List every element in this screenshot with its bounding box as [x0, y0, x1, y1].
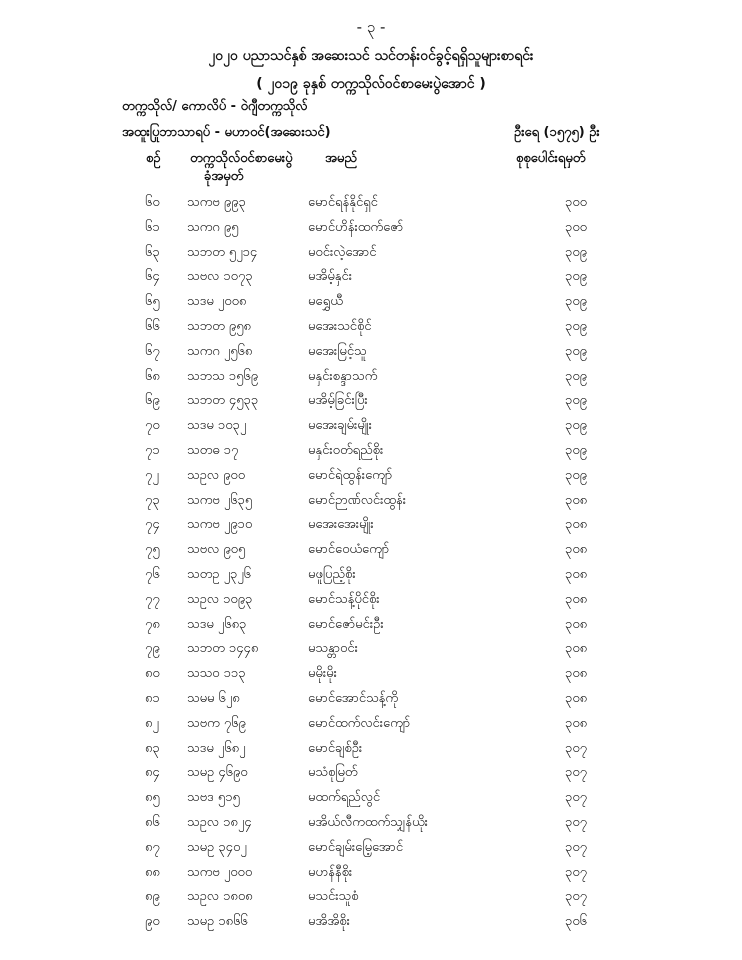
document-title: ၂၀၂၀ ပညာသင်နှစ် အဆေးသင် သင်တန်းဝင်ခွင့်ရရှိသူများစာရင်း	[208, 48, 534, 64]
student-name: မောင်ဟိန်းထက်ဇော်	[308, 219, 404, 235]
roll-number: သဗလ ၉၀၅	[187, 542, 246, 558]
student-name: မသင်းသူစံ	[308, 889, 359, 905]
results-table	[0, 190, 742, 934]
student-name: မအေးသင်စိုင်	[308, 318, 372, 334]
total-mark: ၃၀၉	[565, 294, 587, 310]
roll-number: သဒမ ၁၀၃၂	[187, 418, 247, 434]
total-mark: ၃၀၇	[565, 765, 587, 781]
table-row	[0, 587, 742, 612]
total-mark: ၃၀၉	[565, 318, 587, 334]
row-number: ၆၄	[145, 269, 160, 285]
table-row	[0, 612, 742, 637]
row-number: ၈၀	[145, 666, 160, 682]
student-name: မအေးမြင့်သူ	[308, 343, 367, 359]
roll-number: သမမ ၆၂၈	[187, 690, 240, 706]
table-row	[0, 314, 742, 339]
row-number: ၇၆	[145, 566, 160, 582]
student-name: မောင်ချမ်းမြေ့အောင်	[308, 839, 404, 855]
total-mark: ၃၀၈	[565, 591, 588, 607]
row-number: ၆၅	[145, 294, 160, 310]
roll-number: သဥလ ၉၀၀	[187, 467, 246, 483]
total-mark: ၃၀၇	[565, 740, 587, 756]
row-number: ၇၀	[145, 418, 160, 434]
table-row	[0, 810, 742, 835]
row-number: ၆၇	[145, 343, 160, 359]
table-row	[0, 909, 742, 934]
row-number: ၈၂	[145, 715, 159, 731]
total-mark: ၃၀၉	[565, 368, 587, 384]
student-name: မောင်ရန်နိုင်ရှင်	[308, 195, 378, 210]
specialization-line: အထူးပြုဘာသာရပ် - မဟာဝင်(အဆေးသင်)	[122, 125, 331, 140]
total-mark: ၃၀၉	[565, 269, 587, 285]
row-number: ၇၇	[145, 591, 160, 607]
table-row	[0, 686, 742, 711]
total-mark: ၃၀၉	[565, 467, 587, 483]
total-mark: ၃၀၉	[565, 343, 587, 359]
total-mark: ၃၀၇	[565, 814, 587, 830]
total-mark: ၃၀၇	[565, 790, 587, 806]
row-number: ၆၃	[145, 244, 160, 260]
student-name: မအိမ့်ခြင်းပြီး	[308, 393, 368, 409]
roll-number: သဥလ ၁၀၉၃	[187, 591, 253, 607]
university-line: တက္ကသိုလ်/ ကောလိပ် - ဝဲဂျီတက္ကသိုလ်	[122, 99, 308, 114]
roll-number: သဒမ ၂၀၀၈	[187, 294, 247, 310]
table-row	[0, 240, 742, 265]
table-row	[0, 537, 742, 562]
row-number: ၆၈	[145, 368, 160, 384]
roll-number: သမဥ ၄၆၉၀	[187, 765, 248, 781]
table-row	[0, 488, 742, 513]
row-number: ၈၃	[145, 740, 160, 756]
student-name: မအိအိစိုး	[308, 914, 350, 930]
total-mark: ၃၀၈	[565, 566, 588, 582]
table-row	[0, 711, 742, 736]
row-number: ၇၅	[145, 542, 160, 558]
student-name: မမိုးမိုး	[308, 666, 337, 682]
table-row	[0, 636, 742, 661]
row-number: ၇၁	[145, 442, 160, 458]
row-number: ၈၆	[145, 814, 160, 830]
page-number: - ၃ -	[356, 18, 386, 36]
table-row	[0, 289, 742, 314]
row-number: ၆၉	[145, 393, 160, 409]
row-number: ၈၄	[145, 765, 160, 781]
row-number: ၇၂	[145, 467, 159, 483]
roll-number: သကဗ ၉၉၃	[187, 195, 246, 210]
row-number: ၆၁	[145, 219, 160, 235]
document-subtitle: ( ၂၀၁၉ ခုနှစ် တက္ကသိုလ်ဝင်စာမေးပွဲအောင် )	[256, 76, 486, 92]
row-number: ၉၀	[145, 914, 160, 930]
roll-number: သကဗ ၂၆၃၅	[187, 492, 253, 508]
table-row	[0, 884, 742, 909]
total-mark: ၃၀၇	[565, 889, 587, 905]
column-header-mark: စုစုပေါင်းရမှတ်	[516, 151, 586, 166]
student-name: မဖူပြည့်စိုး	[308, 566, 356, 582]
table-row	[0, 339, 742, 364]
total-mark: ၃၀၉	[565, 442, 587, 458]
row-number: ၇၉	[145, 641, 160, 657]
roll-number: သမဥ ၃၄၀၂	[187, 839, 247, 855]
student-name: မောင်ဝေယံကျော်	[308, 542, 390, 558]
total-count-line: ဦးရေ (၁၅၇၅) ဦး	[514, 125, 600, 140]
column-header-roll: တက္ကသိုလ်ဝင်စာမေးပွဲ	[190, 151, 293, 166]
row-number: ၇၈	[145, 616, 160, 632]
total-mark: ၃၀၈	[565, 666, 588, 682]
total-mark: ၃၀၇	[565, 864, 587, 880]
total-mark: ၃၀၆	[565, 914, 587, 930]
roll-number: သဒမ ၂၆၈၂	[187, 740, 246, 756]
student-name: မောင်ဇော်မင်းဦး	[308, 616, 384, 632]
table-row	[0, 860, 742, 885]
student-name: မောင်ချစ်ဦး	[308, 740, 363, 756]
roll-number: သဘတ ၄၅၃၃	[187, 393, 259, 409]
roll-number: သကဂ ၂၅၆၈	[187, 343, 253, 359]
roll-number: သကဗ ၂၉၁၀	[187, 517, 253, 533]
total-mark: ၃၀၈	[565, 492, 588, 508]
table-row	[0, 463, 742, 488]
student-name: မဟန်နီစိုး	[308, 864, 353, 880]
roll-number: သဒမ ၂၆၈၃	[187, 616, 247, 632]
row-number: ၇၄	[145, 517, 160, 533]
roll-number: သမဥ ၁၈၆၆	[187, 914, 248, 930]
row-number: ၈၁	[145, 690, 160, 706]
roll-number: သတဓ ၁၇	[187, 442, 239, 458]
table-row	[0, 562, 742, 587]
roll-number: သကဗ ၂၀၀၀	[187, 864, 253, 880]
row-number: ၆၆	[145, 318, 160, 334]
row-number: ၈၇	[145, 839, 160, 855]
student-name: မနှင်းစန္ဒာသက်	[308, 368, 378, 384]
table-row	[0, 760, 742, 785]
roll-number: သဘတ ၅၂၁၄	[187, 244, 258, 260]
row-number: ၈၅	[145, 790, 160, 806]
row-number: ၇၃	[145, 492, 160, 508]
table-row	[0, 388, 742, 413]
table-row	[0, 835, 742, 860]
student-name: မရွှေယီ	[308, 294, 343, 310]
student-name: မဝင်းလဲ့အောင်	[308, 244, 377, 260]
student-name: မသံစုမြတ်	[308, 765, 358, 781]
student-name: မသန္တာဝင်း	[308, 641, 358, 657]
table-row	[0, 512, 742, 537]
total-mark: ၃၀၈	[565, 690, 588, 706]
total-mark: ၃၀၈	[565, 517, 588, 533]
total-mark: ၃၀၉	[565, 244, 587, 260]
table-row	[0, 215, 742, 240]
row-number: ၈၈	[145, 864, 160, 880]
total-mark: ၃၀၉	[565, 393, 587, 409]
column-header-name: အမည်	[325, 151, 357, 166]
roll-number: သဘတ ၉၅၈	[187, 318, 251, 334]
total-mark: ၃၀၀	[565, 219, 587, 235]
table-row	[0, 785, 742, 810]
table-row	[0, 364, 742, 389]
student-name: မအေးအေးမျိုး	[308, 517, 374, 533]
total-mark: ၃၀၉	[565, 418, 587, 434]
student-name: မောင်ထက်လင်းကျော်	[308, 715, 411, 731]
total-mark: ၃၀၀	[565, 195, 587, 210]
total-mark: ၃၀၈	[565, 641, 588, 657]
total-mark: ၃၀၇	[565, 839, 587, 855]
row-number: ၆၀	[145, 195, 160, 210]
roll-number: သဥလ ၁၈၀၈	[187, 889, 253, 905]
student-name: မနှင်းဝတ်ရည်စိုး	[308, 442, 384, 458]
student-name: မောင်ဉာဏ်လင်းထွန်း	[308, 492, 407, 508]
table-row	[0, 736, 742, 761]
roll-number: သဘသ ၁၅၆၉	[187, 368, 259, 384]
table-row	[0, 661, 742, 686]
table-row	[0, 413, 742, 438]
student-name: မအိယ်လီကထက်သျှန်ယိုး	[308, 814, 428, 830]
student-name: မောင်ရဲထွန်းကျော်	[308, 467, 393, 483]
roll-number: သဗက ၇၆၉	[187, 715, 246, 731]
total-mark: ၃၀၈	[565, 616, 588, 632]
roll-number: သဥလ ၁၈၂၄	[187, 814, 252, 830]
student-name: မောင်သန့်ပိုင်စိုး	[308, 591, 380, 607]
roll-number: သဗဒ ၅၁၅	[187, 790, 240, 806]
roll-number: သဗလ ၁၀၇၃	[187, 269, 253, 285]
table-row	[0, 264, 742, 289]
table-row	[0, 438, 742, 463]
roll-number: သသဝ ၁၁၃	[187, 666, 246, 682]
column-header-roll-line2: ခုံအမှတ်	[204, 169, 244, 184]
total-mark: ၃၀၈	[565, 542, 588, 558]
student-name: မောင်အောင်သန့်ကို	[308, 690, 399, 706]
roll-number: သကဂ ၉၅	[187, 219, 239, 235]
total-mark: ၃၀၈	[565, 715, 588, 731]
student-name: မထက်ရည်လွင်	[308, 790, 381, 806]
student-name: မအိမ့်နှင်း	[308, 269, 353, 285]
table-row	[0, 190, 742, 215]
roll-number: သတဥ ၂၃၂၆	[187, 566, 251, 582]
column-header-no: စဉ်	[146, 151, 161, 166]
student-name: မအေးချမ်းမျိုး	[308, 418, 372, 434]
roll-number: သဘတ ၁၄၄၈	[187, 641, 259, 657]
row-number: ၈၉	[145, 889, 160, 905]
